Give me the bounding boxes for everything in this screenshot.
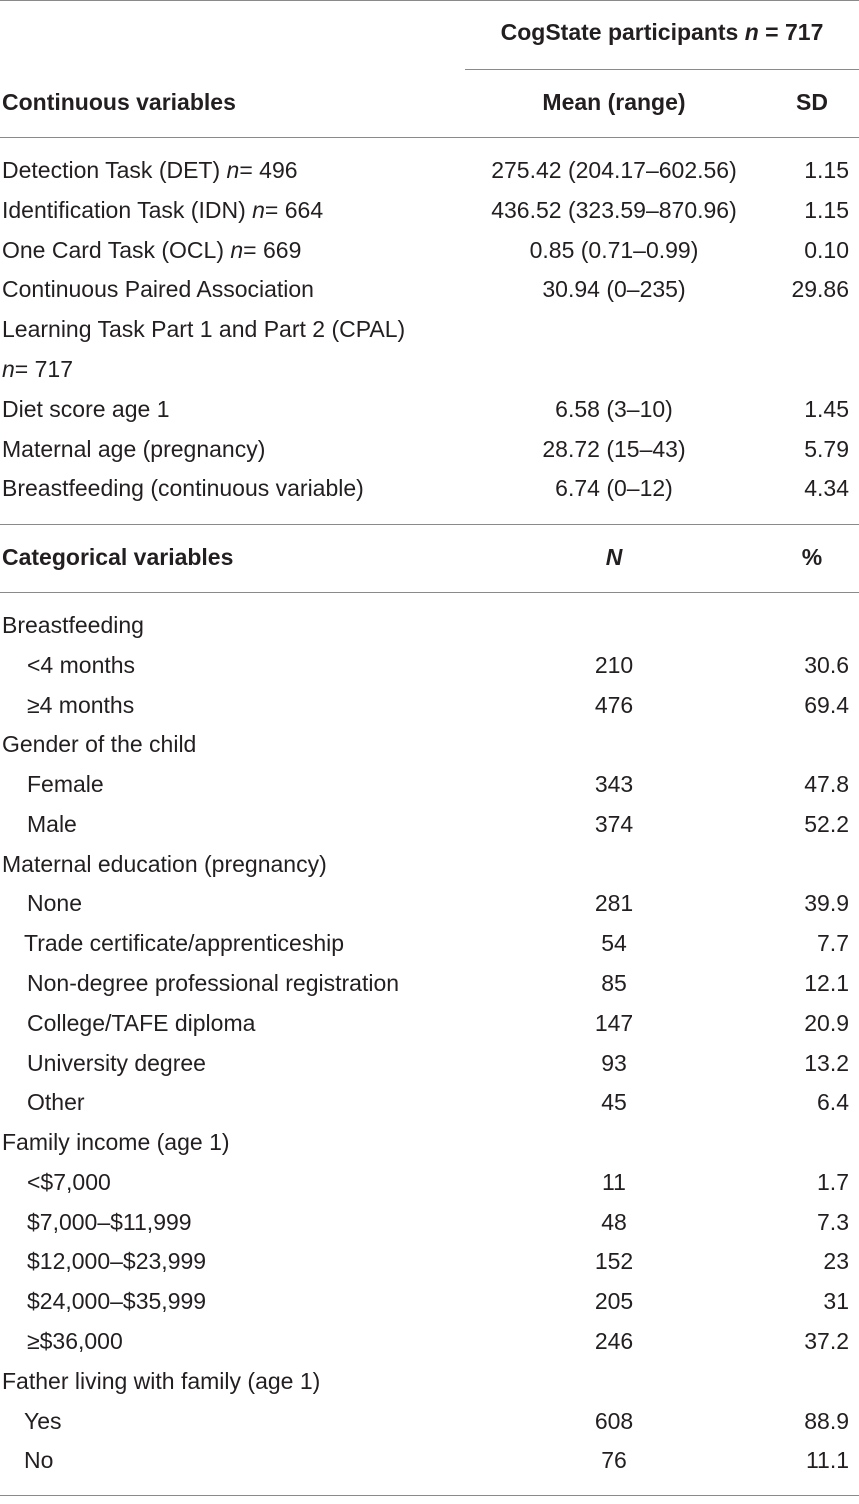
- percent-cell: 20.9: [804, 1009, 849, 1036]
- row-label: [2, 150, 298, 190]
- sd-cell: 1.15: [804, 157, 849, 183]
- row-label: $12,000–$23,999: [27, 1248, 207, 1275]
- group-n-label: n: [744, 19, 759, 45]
- row-label: [2, 309, 405, 349]
- percent-cell: 88.9: [804, 1407, 849, 1434]
- row-n-value: = 664: [264, 196, 324, 223]
- header-bottom-rule: [0, 137, 859, 138]
- group-row: [0, 1361, 859, 1401]
- percent-cell: 7.3: [817, 1208, 849, 1235]
- row-label: Male: [27, 810, 77, 837]
- count-cell: 343: [594, 771, 634, 798]
- count-cell: 205: [594, 1288, 634, 1315]
- row-n-value: = 496: [239, 157, 298, 183]
- table-row: [0, 1162, 859, 1202]
- row-n-label: n: [230, 236, 244, 263]
- table-row: [0, 804, 859, 844]
- count-cell: 85: [601, 970, 627, 997]
- table-row: [0, 309, 859, 349]
- row-label: $7,000–$11,999: [27, 1208, 192, 1235]
- table-row: [0, 1401, 859, 1441]
- table-row: [0, 923, 859, 963]
- row-label: Father living with family (age 1): [2, 1367, 321, 1394]
- percent-cell: 13.2: [804, 1049, 849, 1076]
- row-label-text: Learning Task Part 1 and Part 2 (CPAL): [2, 316, 406, 343]
- sd-cell: 4.34: [804, 475, 849, 502]
- percent-cell: 12.1: [804, 970, 849, 997]
- percent-cell: 1.7: [817, 1168, 849, 1195]
- table-row: [0, 230, 859, 270]
- count-cell: 93: [601, 1049, 627, 1076]
- row-label-text: Identification Task (IDN): [2, 196, 246, 223]
- count-cell: 608: [594, 1407, 634, 1434]
- percent-cell: 47.8: [804, 771, 849, 798]
- col-n-header: N: [605, 544, 623, 570]
- count-cell: 45: [601, 1089, 627, 1116]
- mean-range-cell: 30.94 (0–235): [542, 276, 686, 303]
- categorical-header-row: [0, 537, 859, 577]
- row-label: Gender of the child: [2, 731, 197, 758]
- row-label: $24,000–$35,999: [27, 1288, 207, 1315]
- count-cell: 210: [594, 651, 634, 678]
- mean-range-cell: 6.74 (0–12): [555, 475, 673, 502]
- row-label: <4 months: [27, 651, 136, 678]
- count-cell: 476: [594, 691, 634, 718]
- row-n-value: = 717: [14, 356, 73, 382]
- row-label: [2, 230, 301, 270]
- row-label-text: Detection Task (DET): [2, 157, 221, 183]
- count-cell: 152: [594, 1248, 634, 1275]
- row-n-value: = 669: [243, 236, 302, 263]
- row-label: Trade certificate/apprenticeship: [24, 930, 345, 957]
- table-row: [0, 1003, 859, 1043]
- row-label: Maternal education (pregnancy): [2, 850, 327, 877]
- table-row: [0, 1202, 859, 1242]
- row-label: Other: [27, 1089, 85, 1116]
- group-row: [0, 844, 859, 884]
- percent-cell: 37.2: [804, 1328, 849, 1355]
- row-label-text: Maternal age (pregnancy): [2, 435, 266, 462]
- row-label: Breastfeeding: [2, 612, 144, 638]
- col-mean-header: Mean (range): [542, 89, 686, 115]
- table-row: [0, 150, 859, 190]
- row-label: [2, 389, 169, 429]
- row-label: Family income (age 1): [2, 1129, 230, 1156]
- row-label: [2, 349, 73, 389]
- row-label: University degree: [27, 1049, 206, 1076]
- percent-cell: 52.2: [804, 810, 849, 837]
- mean-range-cell: 275.42 (204.17–602.56): [491, 157, 737, 183]
- row-n-label: n: [252, 196, 265, 223]
- group-header: [465, 14, 859, 50]
- table-row: [0, 645, 859, 685]
- count-cell: 147: [594, 1009, 634, 1036]
- group-row: [0, 605, 859, 645]
- percent-cell: 7.7: [817, 930, 849, 957]
- table-row: [0, 1241, 859, 1281]
- continuous-end-rule: [0, 524, 859, 525]
- bottom-rule: [0, 1495, 859, 1496]
- table-row: [0, 389, 859, 429]
- sd-cell: 1.15: [804, 196, 849, 223]
- row-label: <$7,000: [27, 1168, 111, 1195]
- row-label: [2, 269, 314, 309]
- group-title: CogState participants: [500, 19, 739, 45]
- sd-cell: 1.45: [804, 395, 849, 422]
- mean-range-cell: 0.85 (0.71–0.99): [529, 236, 699, 263]
- continuous-header-row: [0, 82, 859, 122]
- row-n-label: n: [226, 157, 240, 183]
- count-cell: 54: [601, 930, 627, 957]
- count-cell: 76: [601, 1447, 627, 1474]
- table-row: [0, 1043, 859, 1083]
- table-row: [0, 1082, 859, 1122]
- row-n-label: n: [2, 356, 15, 382]
- percent-cell: 30.6: [804, 651, 849, 678]
- top-rule: [0, 0, 859, 1]
- sd-cell: 29.86: [791, 276, 849, 303]
- table-row: [0, 468, 859, 508]
- row-label: Yes: [24, 1407, 62, 1434]
- percent-cell: 6.4: [817, 1089, 849, 1116]
- table-row: [0, 349, 859, 389]
- row-label: No: [24, 1447, 54, 1474]
- row-label: College/TAFE diploma: [27, 1009, 256, 1036]
- row-label: None: [27, 890, 82, 917]
- row-label-text: Breastfeeding (continuous variable): [2, 475, 364, 502]
- percent-cell: 11.1: [805, 1447, 849, 1474]
- percent-cell: 69.4: [804, 691, 849, 718]
- percent-cell: 39.9: [804, 890, 849, 917]
- sd-cell: 5.79: [804, 435, 849, 462]
- row-label-text: One Card Task (OCL): [2, 236, 224, 263]
- sd-cell: 0.10: [804, 236, 849, 263]
- table-row: [0, 1440, 859, 1480]
- table-row: [0, 190, 859, 230]
- count-cell: 246: [594, 1328, 634, 1355]
- row-label: ≥4 months: [27, 691, 135, 718]
- mean-range-cell: 28.72 (15–43): [542, 435, 686, 462]
- group-underline: [465, 69, 859, 70]
- row-label: ≥$36,000: [27, 1328, 123, 1355]
- table-row: [0, 963, 859, 1003]
- row-label: [2, 468, 364, 508]
- categorical-label: Categorical variables: [2, 544, 234, 570]
- group-row: [0, 1122, 859, 1162]
- col-sd-header: SD: [796, 89, 828, 115]
- group-row: [0, 724, 859, 764]
- row-label: [2, 429, 265, 469]
- mean-range-cell: 436.52 (323.59–870.96): [491, 196, 737, 223]
- table-row: [0, 269, 859, 309]
- row-label-text: Diet score age 1: [2, 395, 170, 422]
- row-label: Female: [27, 771, 104, 798]
- row-label: [2, 190, 323, 230]
- table-row: [0, 1321, 859, 1361]
- count-cell: 48: [601, 1208, 627, 1235]
- table-row: [0, 1281, 859, 1321]
- count-cell: 281: [594, 890, 634, 917]
- row-label-text: Continuous Paired Association: [2, 276, 314, 303]
- mean-range-cell: 6.58 (3–10): [555, 395, 673, 422]
- table-row: [0, 685, 859, 725]
- categorical-header-rule: [0, 592, 859, 593]
- row-label: Non-degree professional registration: [27, 970, 400, 997]
- count-cell: 11: [602, 1168, 626, 1195]
- percent-cell: 23: [823, 1248, 849, 1275]
- table-row: [0, 883, 859, 923]
- percent-cell: 31: [823, 1288, 849, 1315]
- table-row: [0, 764, 859, 804]
- table-row: [0, 429, 859, 469]
- continuous-label: Continuous variables: [2, 89, 236, 115]
- group-n-value: = 717: [765, 19, 824, 45]
- count-cell: 374: [594, 810, 634, 837]
- col-pct-header: %: [801, 544, 823, 570]
